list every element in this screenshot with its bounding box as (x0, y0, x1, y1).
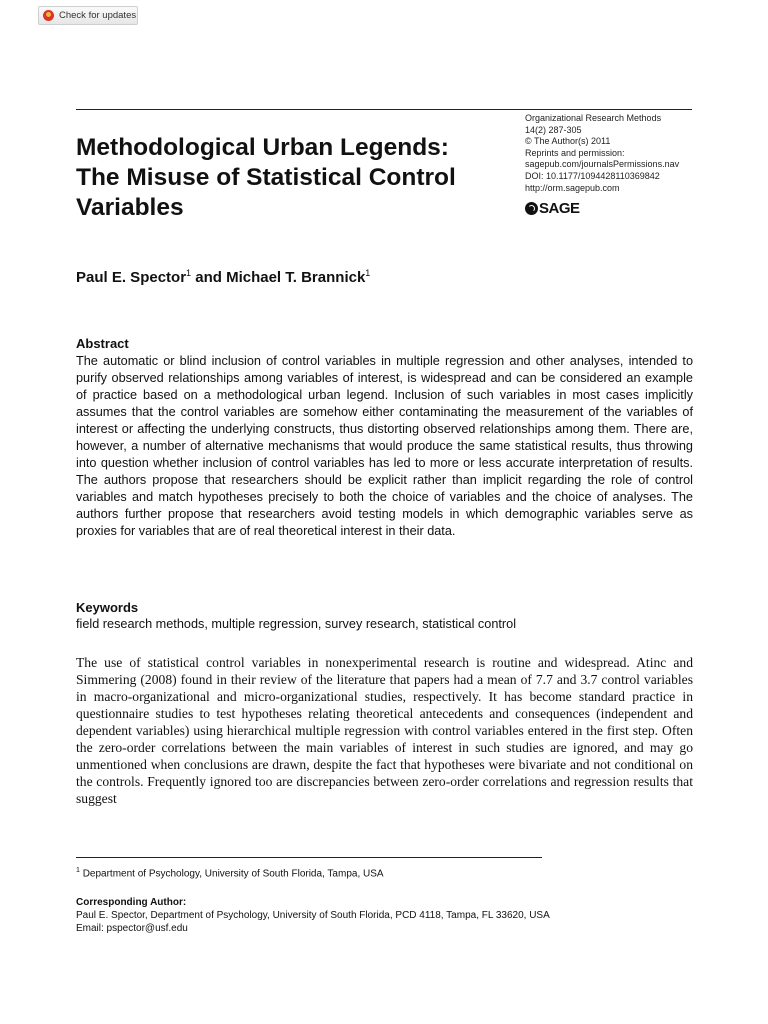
corresponding-author-address: Paul E. Spector, Department of Psychology, University of South Florida, PCD 4118, Tampa, FL 33620, USA (76, 910, 550, 921)
journal-meta (525, 113, 715, 194)
doi-link[interactable]: DOI: 10.1177/1094428110369842 (525, 170, 660, 181)
check-for-updates-label: Check for updates (59, 10, 137, 21)
sage-logo (525, 200, 580, 217)
abstract-heading: Abstract (76, 336, 129, 351)
keywords-heading: Keywords (76, 600, 139, 615)
footnote-affiliation (76, 867, 384, 879)
keywords-text: field research methods, multiple regression, survey research, statistical control (76, 617, 517, 631)
body-paragraph: The use of statistical control variables in nonexperimental research is routine and widespread. Atinc and Simmering (2008) found in their review of the literature that papers had a mean of 7.7 and 3.7 control variables in macro-organizational and micro-organizational studies, respectively. It has become standard practice in questionnaire studies to test hypotheses relating theoretical antecedents and consequences (independent and dependent variables) using hierarchical multiple regression with control variables entered in the first step. Often the zero-order correlations between the main variables of interest in such studies are ignored, and may go unmentioned when conclusions are drawn, despite the fact that hypotheses were bivariate and not conditional on the controls. Frequently ignored too are discrepancies between zero-order correlations and regression results that suggest (76, 655, 693, 806)
crossmark-icon (43, 10, 54, 21)
author-connector: and (191, 269, 227, 286)
copyright-line: © The Author(s) 2011 (525, 136, 611, 147)
sage-logo-icon (525, 202, 538, 215)
article-title: Methodological Urban Legends: The Misuse of Statistical Control Variables (76, 134, 456, 221)
affiliation-text: Department of Psychology, University of South Florida, Tampa, USA (82, 868, 384, 880)
author-line (76, 268, 370, 286)
header-rule (76, 109, 692, 110)
check-for-updates-button[interactable] (38, 6, 138, 25)
abstract-text: The automatic or blind inclusion of control variables in multiple regression and other analyses, intended to purify observed relationships among variables of interest, is widespread and can be considered an example of practice based on a methodological urban legend. Inclusion of such variables in most cases implicitly assumes that the control variables are somehow either contaminating the measurement of the variables of interest or affecting the underlying constructs, thus distorting observed relationships among them. There are, however, a number of alternative mechanisms that would produce the same statistical results, thus throwing into question whether inclusion of control variables has led to more or less accurate interpretation of results. The authors propose that researchers should be explicit rather than implicit regarding the role of control variables and match hypotheses precisely to both the choice of variables and the choice of analyses. The authors further propose that researchers avoid testing models in which demographic variables serve as proxies for variables that are of real theoretical interest in their data. (76, 354, 693, 538)
sage-logo-text: SAGE (539, 200, 580, 217)
reprints-line: Reprints and permission: (525, 147, 625, 158)
journal-volume: 14(2) 287-305 (525, 124, 582, 135)
corresponding-author-heading: Corresponding Author: (76, 897, 187, 908)
permissions-link[interactable]: sagepub.com/journalsPermissions.nav (525, 159, 680, 170)
affiliation-marker: 1 (365, 268, 371, 278)
journal-name: Organizational Research Methods (525, 113, 662, 123)
journal-url-link[interactable]: http://orm.sagepub.com (525, 182, 620, 193)
footnote-rule (76, 857, 542, 858)
footnote-marker: 1 (76, 867, 80, 874)
corresponding-author-email[interactable]: Email: pspector@usf.edu (76, 923, 188, 934)
author-name: Paul E. Spector (76, 269, 187, 286)
author-name: Michael T. Brannick (226, 269, 366, 286)
affiliation-marker: 1 (186, 268, 192, 278)
